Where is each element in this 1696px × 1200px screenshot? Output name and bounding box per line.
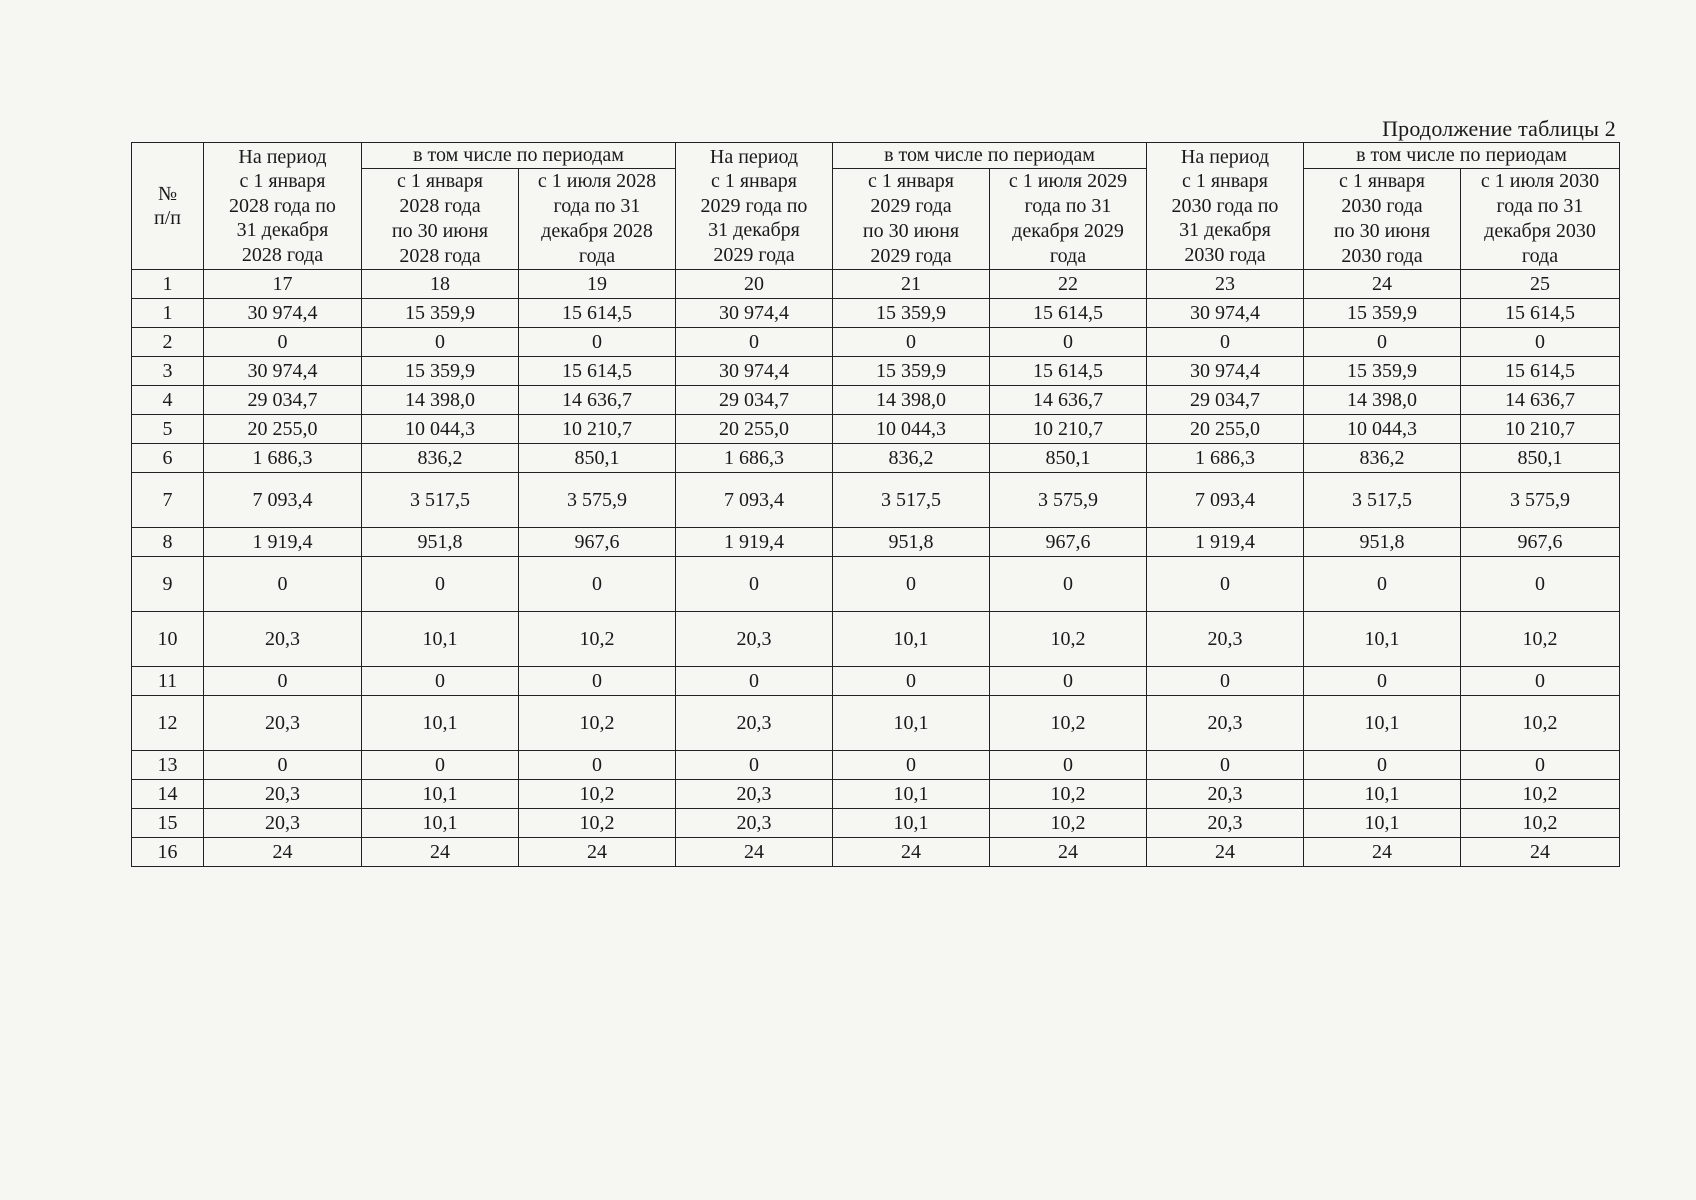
value-cell: 0 — [1304, 557, 1461, 612]
value-cell: 10,2 — [519, 612, 676, 667]
value-cell: 20,3 — [204, 696, 362, 751]
value-cell: 15 614,5 — [990, 299, 1147, 328]
value-cell: 967,6 — [990, 528, 1147, 557]
value-cell: 30 974,4 — [204, 357, 362, 386]
value-cell: 20,3 — [676, 612, 833, 667]
value-cell: 1 919,4 — [676, 528, 833, 557]
value-cell: 3 575,9 — [519, 473, 676, 528]
value-cell: 14 398,0 — [1304, 386, 1461, 415]
value-cell: 10,1 — [1304, 809, 1461, 838]
value-cell: 10,1 — [362, 809, 519, 838]
value-cell: 10,2 — [1461, 612, 1620, 667]
value-cell: 836,2 — [1304, 444, 1461, 473]
value-cell: 0 — [362, 751, 519, 780]
value-cell: 29 034,7 — [676, 386, 833, 415]
row-number-cell: 6 — [132, 444, 204, 473]
value-cell: 3 517,5 — [1304, 473, 1461, 528]
value-cell: 14 398,0 — [833, 386, 990, 415]
value-cell: 0 — [1147, 667, 1304, 696]
value-cell: 10 044,3 — [833, 415, 990, 444]
value-cell: 0 — [204, 667, 362, 696]
value-cell: 1 686,3 — [204, 444, 362, 473]
row-number-cell: 1 — [132, 299, 204, 328]
data-table — [131, 142, 1620, 867]
header-h2-2029 — [990, 169, 1147, 270]
value-cell: 15 359,9 — [833, 357, 990, 386]
value-cell: 15 359,9 — [1304, 299, 1461, 328]
value-cell: 0 — [204, 557, 362, 612]
value-cell: 20,3 — [204, 612, 362, 667]
header-period-2029 — [676, 143, 833, 270]
value-cell: 10,1 — [833, 809, 990, 838]
value-cell: 0 — [1461, 328, 1620, 357]
value-cell: 15 614,5 — [1461, 357, 1620, 386]
table-row — [132, 386, 1620, 415]
value-cell: 24 — [990, 838, 1147, 867]
value-cell: 15 359,9 — [1304, 357, 1461, 386]
value-cell: 0 — [676, 328, 833, 357]
value-cell: 24 — [362, 838, 519, 867]
value-cell: 20,3 — [1147, 612, 1304, 667]
value-cell: 967,6 — [519, 528, 676, 557]
value-cell: 10,1 — [833, 612, 990, 667]
value-cell: 10,1 — [362, 780, 519, 809]
value-cell: 20 255,0 — [1147, 415, 1304, 444]
value-cell: 0 — [990, 557, 1147, 612]
value-cell: 24 — [676, 838, 833, 867]
header-period-2030-label: На период с 1 января 2030 года по 31 декабря 2030 года — [1171, 145, 1279, 266]
value-cell: 1 919,4 — [204, 528, 362, 557]
table-row — [132, 667, 1620, 696]
value-cell: 3 517,5 — [833, 473, 990, 528]
value-cell: 0 — [833, 557, 990, 612]
value-cell: 0 — [362, 328, 519, 357]
column-number: 17 — [204, 270, 362, 299]
value-cell: 0 — [1461, 667, 1620, 696]
value-cell: 836,2 — [833, 444, 990, 473]
value-cell: 20,3 — [204, 809, 362, 838]
value-cell: 24 — [1304, 838, 1461, 867]
value-cell: 10,2 — [1461, 780, 1620, 809]
value-cell: 10 210,7 — [519, 415, 676, 444]
value-cell: 10,2 — [990, 780, 1147, 809]
column-number: 18 — [362, 270, 519, 299]
row-number-cell: 12 — [132, 696, 204, 751]
header-h1-2029 — [833, 169, 990, 270]
row-number-cell: 2 — [132, 328, 204, 357]
value-cell: 24 — [1147, 838, 1304, 867]
header-period-2028-label: На период с 1 января 2028 года по 31 декабря 2028 года — [229, 145, 336, 266]
value-cell: 24 — [204, 838, 362, 867]
header-h2-2028 — [519, 169, 676, 270]
value-cell: 850,1 — [990, 444, 1147, 473]
value-cell: 20,3 — [676, 809, 833, 838]
value-cell: 10 210,7 — [1461, 415, 1620, 444]
table-row — [132, 357, 1620, 386]
value-cell: 30 974,4 — [1147, 357, 1304, 386]
value-cell: 30 974,4 — [1147, 299, 1304, 328]
value-cell: 0 — [676, 751, 833, 780]
value-cell: 0 — [519, 328, 676, 357]
header-row-number-label: № п/п — [154, 182, 181, 229]
header-h2-2028-label: с 1 июля 2028 года по 31 декабря 2028 года — [537, 170, 657, 267]
value-cell: 0 — [362, 557, 519, 612]
header-h1-2028-label: с 1 января 2028 года по 30 июня 2028 года — [391, 170, 489, 267]
value-cell: 0 — [1461, 751, 1620, 780]
column-number: 23 — [1147, 270, 1304, 299]
value-cell: 20,3 — [1147, 809, 1304, 838]
table-row — [132, 751, 1620, 780]
value-cell: 14 636,7 — [1461, 386, 1620, 415]
value-cell: 7 093,4 — [676, 473, 833, 528]
header-h1-2028 — [362, 169, 519, 270]
row-number-cell: 3 — [132, 357, 204, 386]
value-cell: 10,2 — [990, 696, 1147, 751]
table-row — [132, 838, 1620, 867]
value-cell: 24 — [1461, 838, 1620, 867]
table-row — [132, 444, 1620, 473]
value-cell: 0 — [990, 667, 1147, 696]
value-cell: 951,8 — [833, 528, 990, 557]
column-number: 24 — [1304, 270, 1461, 299]
value-cell: 0 — [362, 667, 519, 696]
value-cell: 14 398,0 — [362, 386, 519, 415]
value-cell: 0 — [519, 667, 676, 696]
value-cell: 0 — [204, 328, 362, 357]
header-h1-2029-label: с 1 января 2029 года по 30 июня 2029 года — [862, 170, 960, 267]
column-number-row — [132, 270, 1620, 299]
value-cell: 0 — [990, 328, 1147, 357]
value-cell: 836,2 — [362, 444, 519, 473]
value-cell: 3 575,9 — [1461, 473, 1620, 528]
value-cell: 850,1 — [519, 444, 676, 473]
table-row — [132, 780, 1620, 809]
value-cell: 1 686,3 — [676, 444, 833, 473]
value-cell: 20,3 — [204, 780, 362, 809]
value-cell: 10,1 — [1304, 780, 1461, 809]
table-row — [132, 415, 1620, 444]
header-h1-2030-label: с 1 января 2030 года по 30 июня 2030 года — [1333, 170, 1431, 267]
column-number: 21 — [833, 270, 990, 299]
header-h2-2030-label: с 1 июля 2030 года по 31 декабря 2030 года — [1480, 170, 1600, 267]
value-cell: 3 517,5 — [362, 473, 519, 528]
value-cell: 0 — [519, 751, 676, 780]
value-cell: 967,6 — [1461, 528, 1620, 557]
row-number-cell: 16 — [132, 838, 204, 867]
value-cell: 0 — [1461, 557, 1620, 612]
value-cell: 24 — [833, 838, 990, 867]
table-row — [132, 473, 1620, 528]
column-number: 19 — [519, 270, 676, 299]
value-cell: 0 — [676, 557, 833, 612]
value-cell: 10,2 — [1461, 809, 1620, 838]
value-cell: 15 614,5 — [990, 357, 1147, 386]
value-cell: 0 — [833, 328, 990, 357]
column-number: 22 — [990, 270, 1147, 299]
table-row — [132, 612, 1620, 667]
value-cell: 7 093,4 — [204, 473, 362, 528]
value-cell: 7 093,4 — [1147, 473, 1304, 528]
value-cell: 20 255,0 — [204, 415, 362, 444]
header-h2-2029-label: с 1 июля 2029 года по 31 декабря 2029 года — [1008, 170, 1128, 267]
header-breakdown-2029: в том числе по периодам — [833, 143, 1147, 169]
value-cell: 29 034,7 — [204, 386, 362, 415]
value-cell: 10 210,7 — [990, 415, 1147, 444]
row-number-cell: 14 — [132, 780, 204, 809]
table-body — [132, 299, 1620, 867]
value-cell: 951,8 — [362, 528, 519, 557]
value-cell: 0 — [1147, 557, 1304, 612]
header-period-2028 — [204, 143, 362, 270]
value-cell: 10,2 — [990, 809, 1147, 838]
value-cell: 10,2 — [519, 696, 676, 751]
value-cell: 10,2 — [519, 809, 676, 838]
header-h1-2030 — [1304, 169, 1461, 270]
value-cell: 10,2 — [990, 612, 1147, 667]
value-cell: 0 — [676, 667, 833, 696]
value-cell: 0 — [1304, 751, 1461, 780]
value-cell: 10,2 — [1461, 696, 1620, 751]
value-cell: 20,3 — [1147, 696, 1304, 751]
value-cell: 10,1 — [833, 696, 990, 751]
table-row — [132, 809, 1620, 838]
value-cell: 3 575,9 — [990, 473, 1147, 528]
row-number-cell: 4 — [132, 386, 204, 415]
table-continuation-caption: Продолжение таблицы 2 — [1382, 116, 1616, 141]
value-cell: 1 919,4 — [1147, 528, 1304, 557]
header-h2-2030 — [1461, 169, 1620, 270]
value-cell: 20,3 — [676, 780, 833, 809]
value-cell: 20,3 — [676, 696, 833, 751]
value-cell: 29 034,7 — [1147, 386, 1304, 415]
table-row — [132, 299, 1620, 328]
value-cell: 10,1 — [1304, 696, 1461, 751]
value-cell: 14 636,7 — [990, 386, 1147, 415]
table-row — [132, 528, 1620, 557]
table-row — [132, 696, 1620, 751]
value-cell: 30 974,4 — [676, 357, 833, 386]
value-cell: 15 359,9 — [362, 357, 519, 386]
value-cell: 10,2 — [519, 780, 676, 809]
value-cell: 15 614,5 — [1461, 299, 1620, 328]
value-cell: 30 974,4 — [676, 299, 833, 328]
value-cell: 10,1 — [362, 612, 519, 667]
row-number-cell: 11 — [132, 667, 204, 696]
column-number: 20 — [676, 270, 833, 299]
row-number-cell: 10 — [132, 612, 204, 667]
value-cell: 0 — [204, 751, 362, 780]
value-cell: 15 614,5 — [519, 357, 676, 386]
value-cell: 0 — [1147, 328, 1304, 357]
value-cell: 0 — [990, 751, 1147, 780]
value-cell: 0 — [1304, 667, 1461, 696]
row-number-cell: 9 — [132, 557, 204, 612]
value-cell: 20 255,0 — [676, 415, 833, 444]
value-cell: 15 359,9 — [833, 299, 990, 328]
value-cell: 15 614,5 — [519, 299, 676, 328]
table-row — [132, 328, 1620, 357]
header-breakdown-2030: в том числе по периодам — [1304, 143, 1620, 169]
value-cell: 10,1 — [362, 696, 519, 751]
header-period-2030 — [1147, 143, 1304, 270]
value-cell: 20,3 — [1147, 780, 1304, 809]
value-cell: 951,8 — [1304, 528, 1461, 557]
value-cell: 1 686,3 — [1147, 444, 1304, 473]
header-period-2029-label: На период с 1 января 2029 года по 31 декабря 2029 года — [700, 145, 808, 266]
value-cell: 30 974,4 — [204, 299, 362, 328]
value-cell: 10 044,3 — [1304, 415, 1461, 444]
value-cell: 0 — [1147, 751, 1304, 780]
value-cell: 10 044,3 — [362, 415, 519, 444]
column-number: 1 — [132, 270, 204, 299]
value-cell: 14 636,7 — [519, 386, 676, 415]
value-cell: 24 — [519, 838, 676, 867]
value-cell: 850,1 — [1461, 444, 1620, 473]
value-cell: 0 — [1304, 328, 1461, 357]
value-cell: 0 — [833, 751, 990, 780]
row-number-cell: 7 — [132, 473, 204, 528]
value-cell: 0 — [519, 557, 676, 612]
row-number-cell: 15 — [132, 809, 204, 838]
value-cell: 10,1 — [1304, 612, 1461, 667]
row-number-cell: 5 — [132, 415, 204, 444]
value-cell: 10,1 — [833, 780, 990, 809]
value-cell: 0 — [833, 667, 990, 696]
header-row-number — [132, 143, 204, 270]
table-row — [132, 557, 1620, 612]
column-number: 25 — [1461, 270, 1620, 299]
row-number-cell: 8 — [132, 528, 204, 557]
row-number-cell: 13 — [132, 751, 204, 780]
value-cell: 15 359,9 — [362, 299, 519, 328]
header-breakdown-2028: в том числе по периодам — [362, 143, 676, 169]
